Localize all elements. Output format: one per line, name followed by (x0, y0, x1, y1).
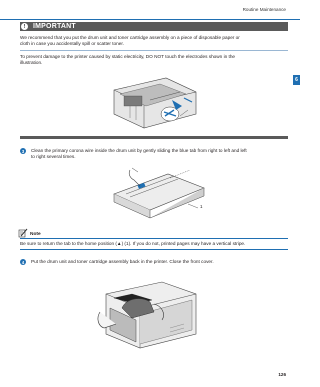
warning-icon: ! (21, 23, 28, 30)
step-4-badge: 4 (21, 259, 25, 265)
important-para-2-line-1: To prevent damage to the printer caused by static electricity, DO NOT touch the electrodes shown in the (20, 54, 236, 59)
important-banner (20, 22, 288, 31)
note-text: Be sure to return the tab to the home position (▲) (1). If you do not, printed pages may have a vertical stripe. (20, 241, 246, 246)
important-para-2 (20, 54, 290, 66)
drum-electrodes-illustration (110, 70, 200, 134)
note-bottom-rule (20, 249, 288, 250)
note-top-rule (20, 238, 288, 239)
page-number: 126 (278, 372, 286, 377)
important-end-bar (20, 136, 288, 139)
printer-drum-insert-illustration (92, 268, 202, 350)
note-label: Note (30, 232, 41, 237)
step-3-text (31, 148, 289, 160)
important-para-1-line-2: cloth in case you accidentally spill or scatter toner. (20, 41, 124, 46)
step-3-badge: 3 (21, 148, 25, 154)
running-header: Routine Maintenance (242, 7, 286, 12)
step-4-text: Put the drum unit and toner cartridge assembly back in the printer. Close the front cover. (31, 259, 214, 264)
note-icon (18, 228, 28, 238)
important-label: IMPORTANT (33, 22, 76, 30)
important-para-1 (20, 35, 290, 47)
header-rule (0, 19, 300, 20)
step-3-line-2: to right several times. (31, 154, 76, 159)
chapter-tab: 6 (293, 75, 300, 85)
important-divider (20, 50, 288, 51)
callout-1: 1 (200, 204, 203, 209)
step-3-line-1: Clean the primary corona wire inside the drum unit by gently sliding the blue tab from right to left and left (31, 148, 247, 153)
corona-wire-illustration (108, 164, 208, 224)
important-para-2-line-2: illustration. (20, 60, 43, 65)
important-para-1-line-1: We recommend that you put the drum unit and toner cartridge assembly on a piece of disposable paper or (20, 35, 240, 40)
